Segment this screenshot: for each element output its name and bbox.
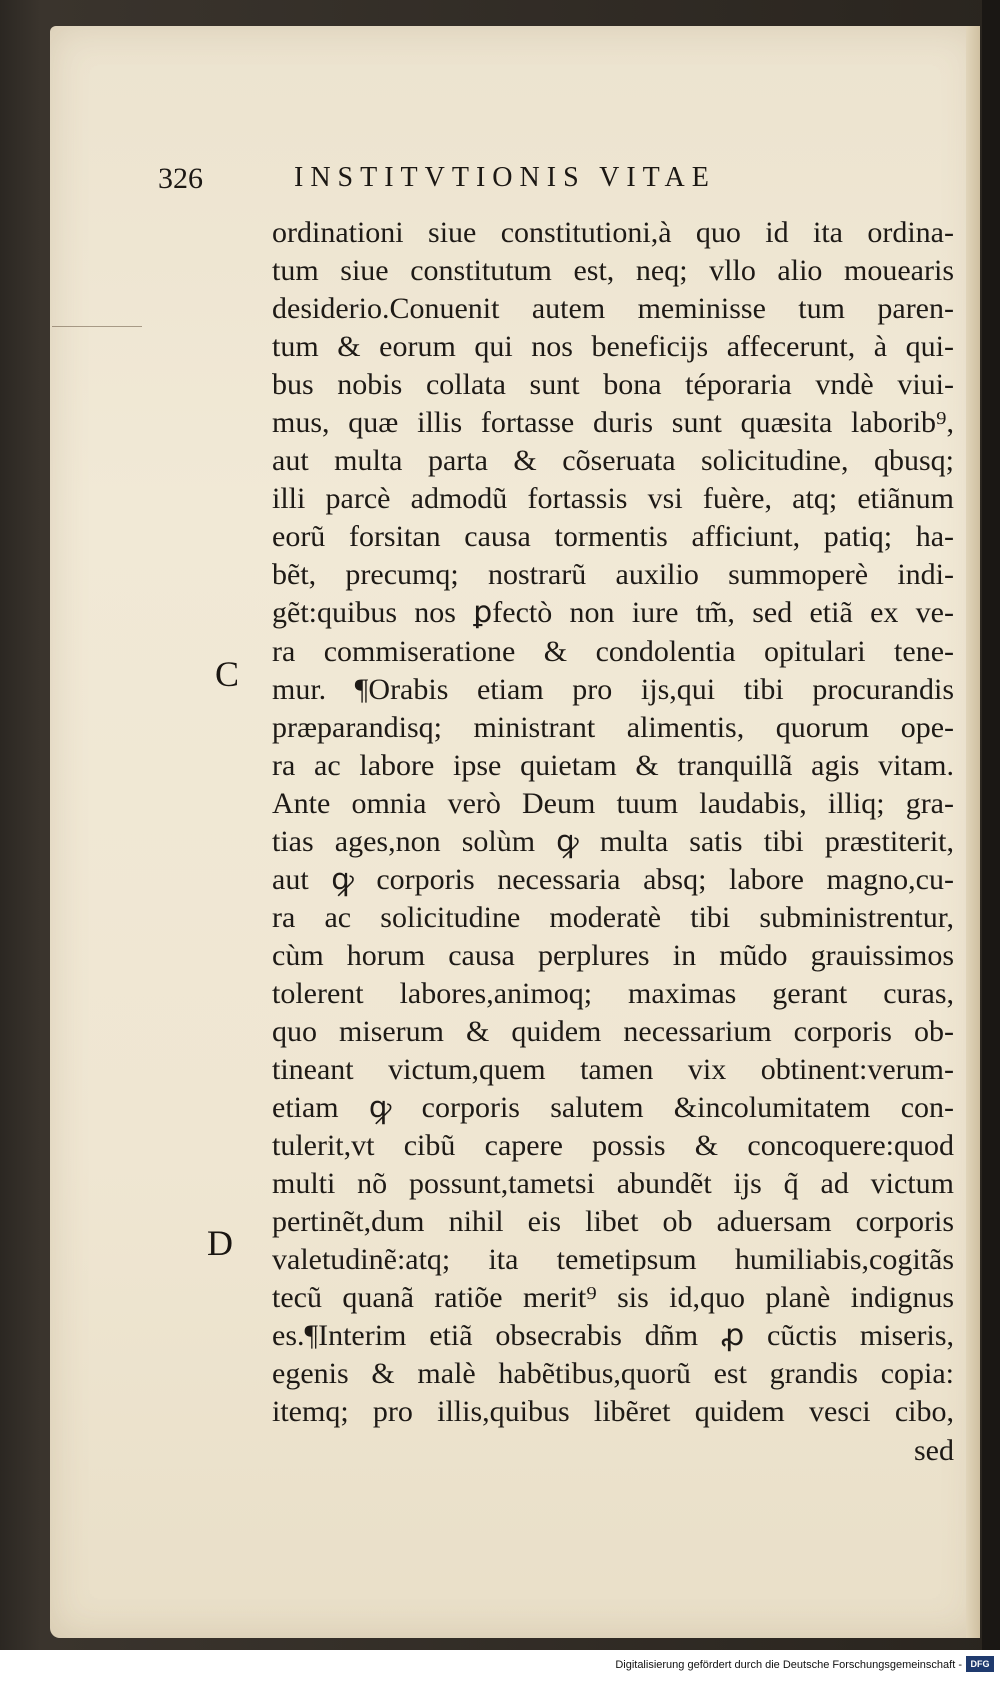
marginal-letter-c: C xyxy=(215,654,240,694)
text-line: cùm horum causa perplures in mũdo grauissimos xyxy=(272,938,954,972)
text-line: ordinationi siue constitutioni,à quo id ita ordina- xyxy=(272,216,954,249)
text-line: tum & eorum qui nos beneficijs affecerunt, à qui- xyxy=(272,330,954,364)
text-line: Ante omnia verò Deum tuum laudabis, illiq; gra- xyxy=(272,786,954,820)
text-line: desiderio.Conuenit autem meminisse tum paren- xyxy=(272,292,954,326)
text-line: es.¶Interim etiã obsecrabis dñm ꝓ cũctis miseris, xyxy=(272,1319,954,1353)
text-line: bẽt, precumq; nostrarũ auxilio summoperè indi- xyxy=(272,558,954,592)
text-line: etiam ꝙ corporis salutem &incolumitatem con- xyxy=(272,1091,954,1125)
running-title: INSTITVTIONIS VITAE xyxy=(294,162,716,193)
page-number: 326 xyxy=(158,162,203,195)
text-line: tulerit,vt cibũ capere possis & concoquere:quod xyxy=(272,1129,954,1163)
text-line: illi parcè admodũ fortassis vsi fuère, atq; etiãnum xyxy=(272,482,954,516)
text-line: tias ages,non solùm ꝙ multa satis tibi præstiterit, xyxy=(272,824,954,858)
text-line: itemq; pro illis,quibus libẽret quidem vesci cibo, xyxy=(272,1395,954,1429)
text-line: ra ac solicitudine moderatè tibi subministrentur, xyxy=(272,900,954,934)
catchword: sed xyxy=(914,1433,954,1467)
text-line: egenis & malè habẽtibus,quorũ est grandis copia: xyxy=(272,1357,954,1391)
text-line: ra ac labore ipse quietam & tranquillã agis vitam. xyxy=(272,748,954,782)
text-line: aut multa parta & cõseruata solicitudine, qbusq; xyxy=(272,444,954,478)
text-line: tum siue constitutum est, neq; vllo alio mouearis xyxy=(272,254,954,288)
page-crease-mark xyxy=(52,326,142,327)
dfg-logo-icon: DFG xyxy=(966,1656,994,1672)
text-line: aut ꝙ corporis necessaria absq; labore magno,cu- xyxy=(272,862,954,896)
page-header xyxy=(158,158,928,208)
text-line: valetudinẽ:atq; ita temetipsum humiliabis,cogitãs xyxy=(272,1243,954,1277)
text-line: tecũ quanã ratiõe merit⁹ sis id,quo planè indignus xyxy=(272,1281,954,1315)
marginal-letter-d: D xyxy=(207,1223,233,1263)
footer-credit: Digitalisierung gefördert durch die Deutsche Forschungsgemeinschaft - xyxy=(615,1659,962,1671)
text-line: tineant victum,quem tamen vix obtinent:verum- xyxy=(272,1053,954,1087)
text-line: gẽt:quibus nos ꝑfectò non iure tm̃, sed etiã ex ve- xyxy=(272,596,954,630)
footer-bar xyxy=(0,1650,1000,1682)
text-line: tolerent labores,animoq; maximas gerant curas, xyxy=(272,976,954,1010)
text-line: præparandisq; ministrant alimentis, quorum ope- xyxy=(272,710,954,744)
page-edge xyxy=(966,26,980,1638)
body-text xyxy=(272,214,954,1470)
text-line: mus, quæ illis fortasse duris sunt quæsita laborib⁹, xyxy=(272,406,954,440)
text-line: multi nõ possunt,tametsi abundẽt ijs q̃ ad victum xyxy=(272,1167,954,1201)
text-line: ra commiseratione & condolentia opitulari tene- xyxy=(272,634,954,668)
text-line: eorũ forsitan causa tormentis afficiunt, patiq; ha- xyxy=(272,520,954,554)
text-line: bus nobis collata sunt bona téporaria vndè viui- xyxy=(272,368,954,402)
text-line: quo miserum & quidem necessarium corporis ob- xyxy=(272,1014,954,1048)
book-spine xyxy=(982,0,1000,1650)
text-line: mur. ¶Orabis etiam pro ijs,qui tibi procurandis xyxy=(272,672,954,706)
text-line: pertinẽt,dum nihil eis libet ob aduersam corporis xyxy=(272,1205,954,1239)
